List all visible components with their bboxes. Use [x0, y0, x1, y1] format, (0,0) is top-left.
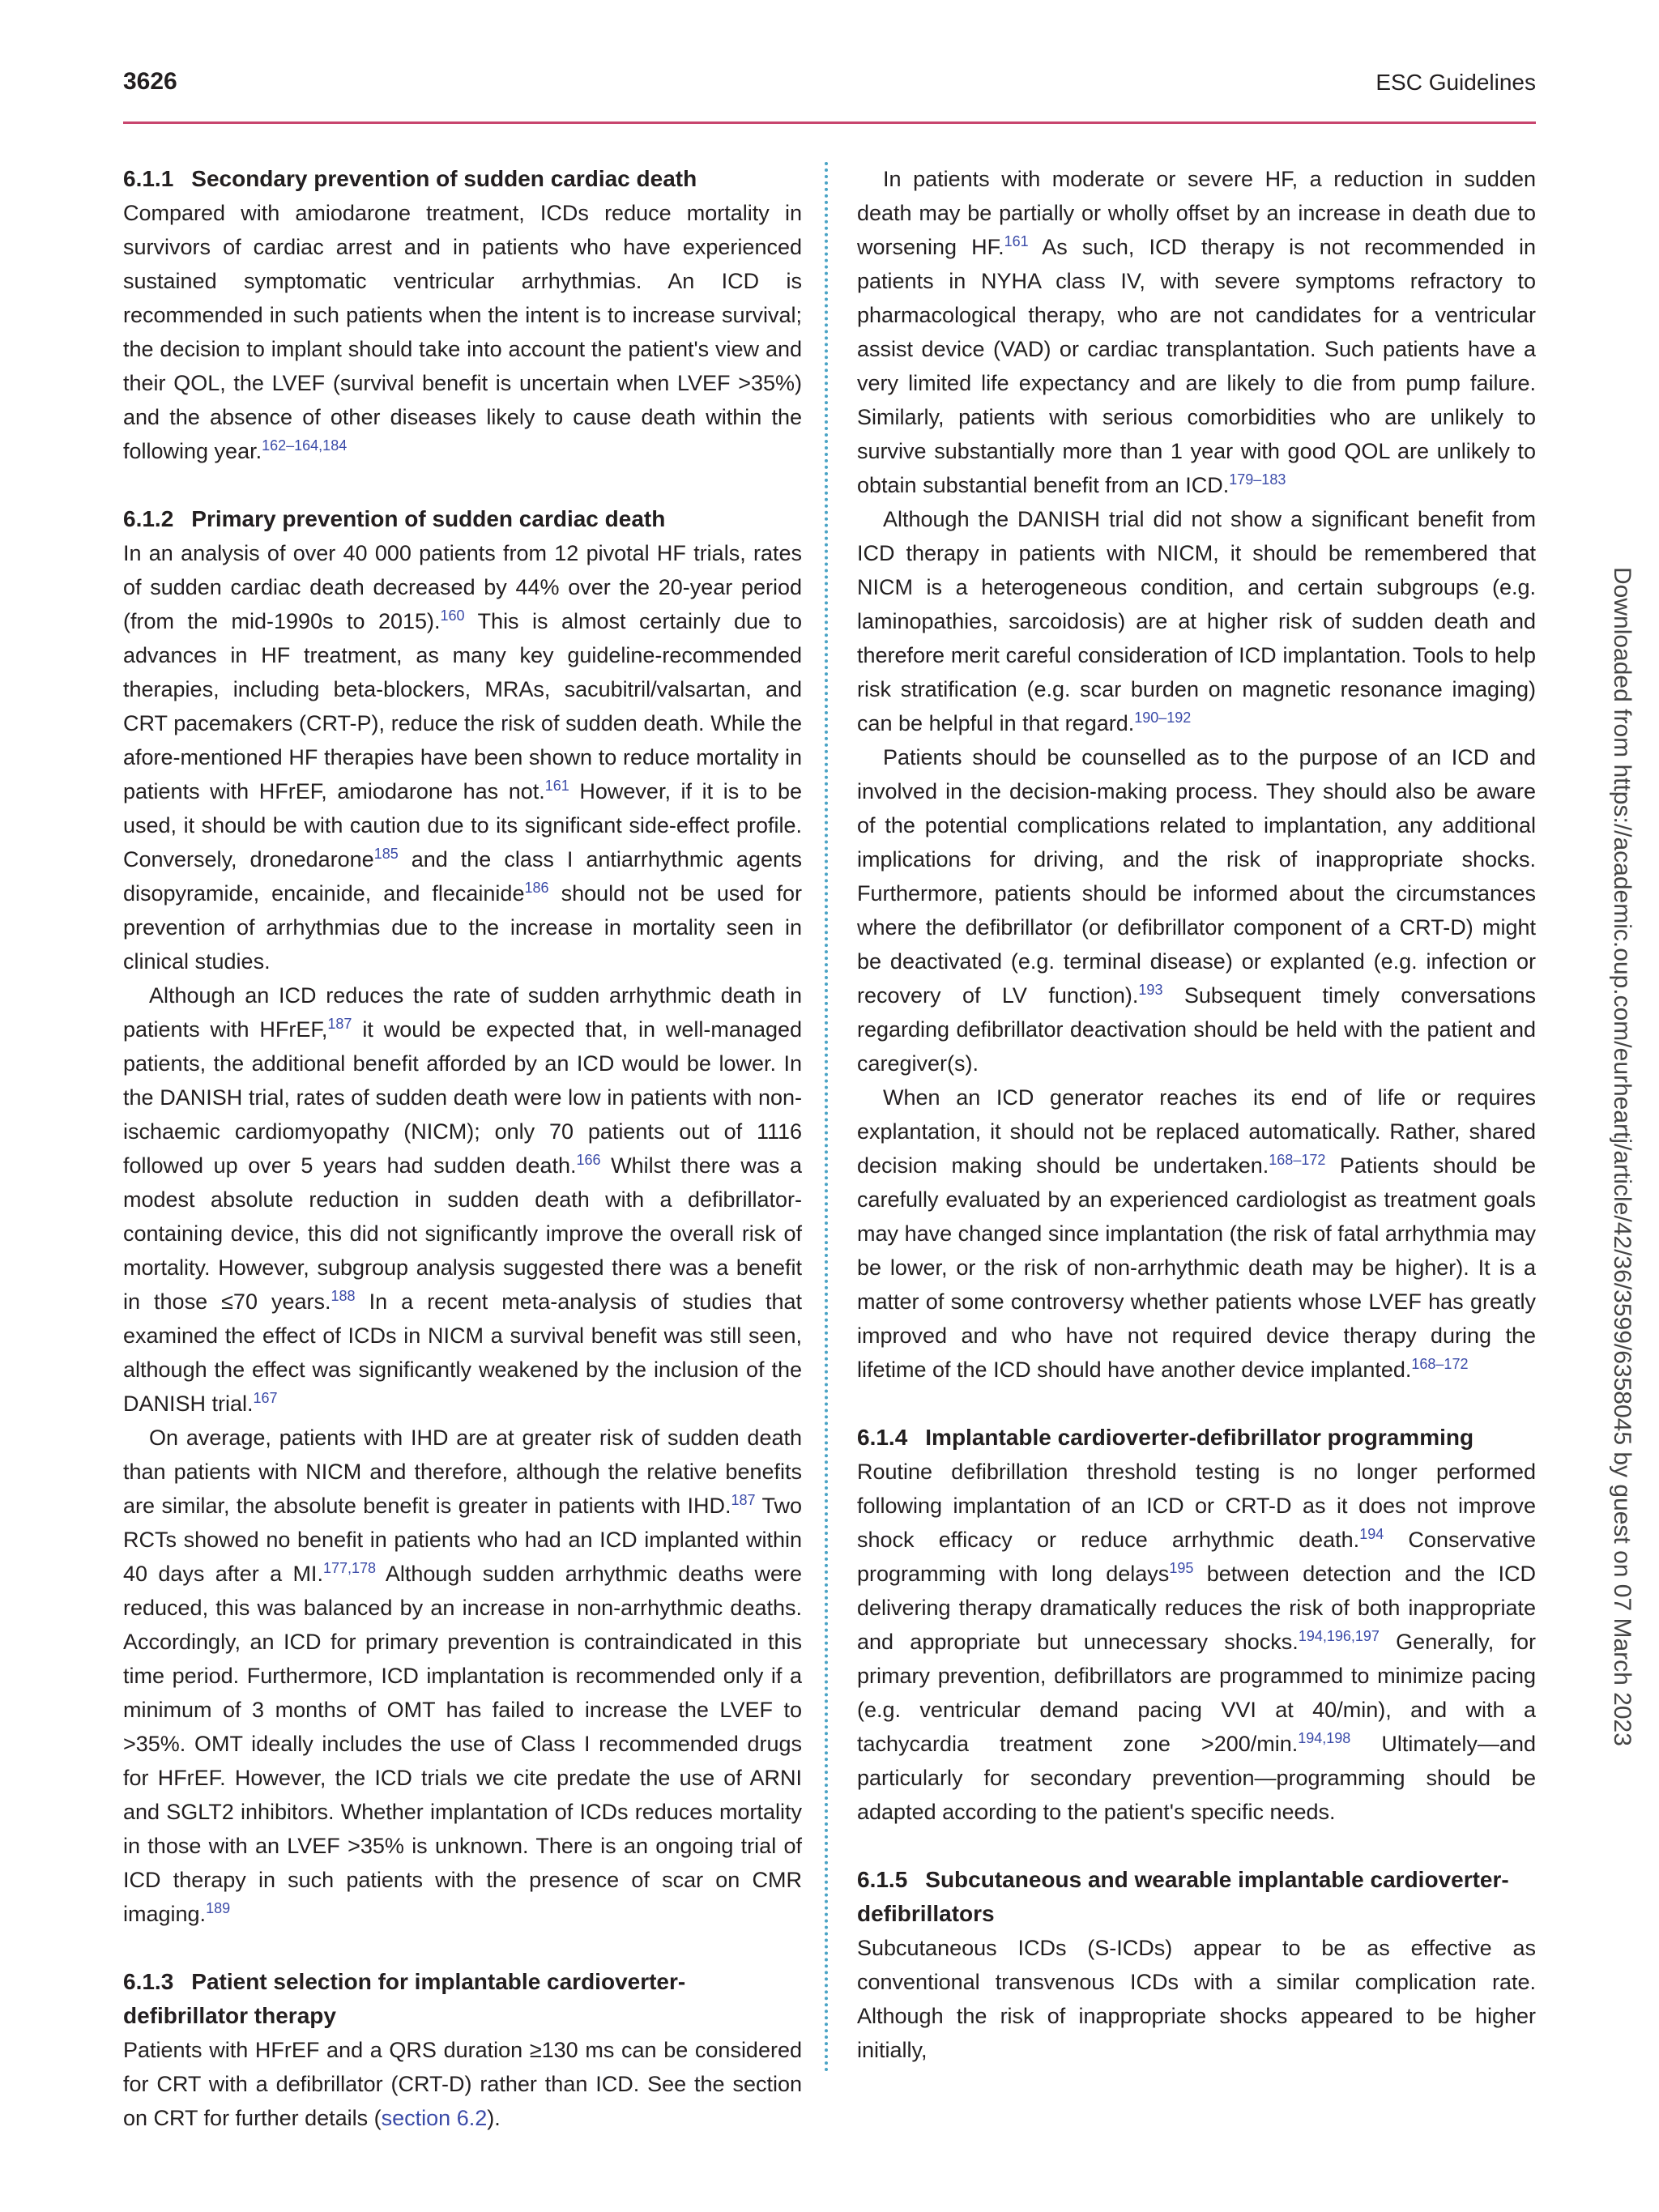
citation[interactable]: 161 — [544, 778, 569, 794]
citation[interactable]: 168–172 — [1269, 1152, 1326, 1168]
text: Generally, for primary prevention, defibrillators are programmed to minimize pacing (e.g. ventricular demand pacing VVI at 40/min), and with a tachycardia treatment zone >200/min. — [857, 1630, 1536, 1756]
text: As such, ICD therapy is not recommended in patients in NYHA class IV, with severe symptoms refractory to pharmacological therapy, who are not candidates for a ventricular assist device (VAD) or cardiac transplantation. Such patients have a very limited life expectancy and are likely to die from pump failure. Similarly, patients with serious comorbidities who are unlikely to survive substantially more than 1 year with good QOL are unlikely to obtain substantial benefit from an ICD. — [857, 235, 1536, 497]
paragraph — [857, 502, 1536, 740]
text: Whilst there was a modest absolute reduction in sudden death with a defibrillator-containing device, this did not significantly improve the overall risk of mortality. However, subgroup analysis suggested there was a benefit in those ≤70 years. — [123, 1153, 802, 1314]
section-title: Primary prevention of sudden cardiac death — [191, 506, 666, 531]
citation[interactable]: 194 — [1359, 1526, 1384, 1542]
paragraph — [857, 1455, 1536, 1829]
citation[interactable]: 185 — [373, 846, 399, 862]
text: Patients should be counselled as to the purpose of an ICD and involved in the decision-making process. They should also be aware of the potential complications related to implantation, any additional implications for driving, and the risk of inappropriate shocks. Furthermore, patients should be informed about the circumstances where the defibrillator (or defibrillator component of a CRT-D) might be deactivated (e.g. terminal disease) or explanted (e.g. infection or recovery of LV function). — [857, 745, 1536, 1008]
citation[interactable]: 193 — [1138, 982, 1163, 998]
paragraph — [123, 196, 802, 468]
text: Subcutaneous ICDs (S-ICDs) appear to be as effective as conventional transvenous ICDs with a similar complication rate. Although the risk of inappropriate shocks appeared to be higher initially, — [857, 1936, 1536, 2062]
section-link[interactable]: section 6.2 — [381, 2106, 488, 2130]
section-title: Implantable cardioverter-defibrillator programming — [925, 1425, 1474, 1450]
section-number: 6.1.3 — [123, 1969, 174, 1994]
section-heading-6-1-3 — [123, 1965, 802, 2033]
citation[interactable]: 187 — [731, 1492, 756, 1508]
text: In patients with moderate or severe HF, a reduction in sudden death may be partially or wholly offset by an increase in death due to worsening HF. — [857, 167, 1536, 259]
paragraph — [857, 162, 1536, 502]
section-number: 6.1.1 — [123, 166, 174, 191]
section-heading-6-1-1 — [123, 162, 802, 196]
section-number: 6.1.4 — [857, 1425, 908, 1450]
download-watermark: Downloaded from https://academic.oup.com/eurheartj/article/42/36/3599/6358045 by guest on 07 March 2023 — [1609, 567, 1636, 1746]
text: it would be expected that, in well-managed patients, the additional benefit afforded by an ICD would be lower. In the DANISH trial, rates of sudden death were low in patients with non-ischaemic cardiomyopathy (NICM); only 70 patients out of 1116 followed up over 5 years had sudden death. — [123, 1017, 803, 1178]
text: between detection and the ICD delivering therapy dramatically reduces the risk of both inappropriate and appropriate but unnecessary shocks. — [857, 1562, 1536, 1654]
section-title: Subcutaneous and wearable implantable cardioverter-defibrillators — [857, 1867, 1509, 1926]
text: Patients should be carefully evaluated by an experienced cardiologist as treatment goals may have changed since implantation (the risk of fatal arrhythmia may be lower, or the risk of non-arrhythmic death may be higher). It is a matter of some controversy whether patients whose LVEF has greatly improved and who have not required device therapy during the lifetime of the ICD should have another device implanted. — [857, 1153, 1536, 1382]
paragraph — [123, 1421, 802, 1931]
section-title: Secondary prevention of sudden cardiac death — [191, 166, 697, 191]
text: This is almost certainly due to advances in HF treatment, as many key guideline-recommended therapies, including beta-blockers, MRAs, sacubitril/valsartan, and CRT pacemakers (CRT-P), reduce the risk of sudden death. While the afore-mentioned HF therapies have been shown to reduce mortality in patients with HFrEF, amiodarone has not. — [123, 609, 803, 803]
text: Routine defibrillation threshold testing is no longer performed following implantation of an ICD or CRT-D as it does not improve shock efficacy or reduce arrhythmic death. — [857, 1460, 1536, 1552]
header-rule — [123, 121, 1536, 124]
paragraph — [857, 1931, 1536, 2067]
page-header — [123, 68, 1536, 109]
text: Although the DANISH trial did not show a significant benefit from ICD therapy in patients with NICM, it should be remembered that NICM is a heterogeneous condition, and certain subgroups (e.g. laminopathies, sarcoidosis) are at higher risk of sudden death and therefore merit careful consideration of ICD implantation. Tools to help risk stratification (e.g. scar burden on magnetic resonance imaging) can be helpful in that regard. — [857, 507, 1536, 735]
section-title: Patient selection for implantable cardioverter-defibrillator therapy — [123, 1969, 686, 2028]
text: should not be used for prevention of arrhythmias due to the increase in mortality seen in clinical studies. — [123, 881, 802, 974]
left-column — [123, 162, 802, 2135]
right-column — [857, 162, 1536, 2067]
paragraph — [857, 1080, 1536, 1387]
section-heading-6-1-2 — [123, 502, 802, 536]
citation[interactable]: 166 — [576, 1152, 601, 1168]
text: Two RCTs showed no benefit in patients who had an ICD implanted within 40 days after a MI. — [123, 1494, 802, 1586]
text: Ultimately—and particularly for secondary prevention—programming should be adapted according to the patient's specific needs. — [857, 1732, 1536, 1824]
column-divider — [825, 162, 828, 2073]
section-heading-6-1-4 — [857, 1421, 1536, 1455]
citation[interactable]: 160 — [440, 607, 465, 624]
text: In an analysis of over 40 000 patients from 12 pivotal HF trials, rates of sudden cardiac death decreased by 44% over the 20-year period (from the mid-1990s to 2015). — [123, 541, 802, 633]
text: ). — [487, 2106, 501, 2130]
citation[interactable]: 194,198 — [1298, 1730, 1351, 1746]
text: On average, patients with IHD are at greater risk of sudden death than patients with NICM and therefore, although the relative benefits are similar, the absolute benefit is greater in patients with IHD. — [123, 1426, 802, 1518]
running-title: ESC Guidelines — [1375, 70, 1536, 95]
page-number: 3626 — [123, 68, 177, 95]
citation[interactable]: 188 — [331, 1288, 356, 1304]
citation[interactable]: 177,178 — [322, 1560, 377, 1576]
paragraph — [857, 740, 1536, 1080]
section-heading-6-1-5 — [857, 1863, 1536, 1931]
citation[interactable]: 187 — [327, 1016, 352, 1032]
citation[interactable]: 162–164,184 — [262, 437, 348, 454]
citation[interactable]: 189 — [206, 1900, 231, 1916]
section-number: 6.1.5 — [857, 1867, 908, 1892]
citation[interactable]: 168–172 — [1411, 1356, 1469, 1372]
text: Although sudden arrhythmic deaths were reduced, this was balanced by an increase in non-arrhythmic deaths. Accordingly, an ICD for primary prevention is contraindicated in this time period. Furthermore, ICD implantation is recommended only if a minimum of 3 months of OMT has failed to increase the LVEF to >35%. OMT ideally includes the use of Class I recommended drugs for HFrEF. However, the ICD trials we cite predate the use of ARNI and SGLT2 inhibitors. Whether implantation of ICDs reduces mortality in those with an LVEF >35% is unknown. There is an ongoing trial of ICD therapy in such patients with the presence of scar on CMR imaging. — [123, 1562, 802, 1926]
section-number: 6.1.2 — [123, 506, 174, 531]
citation[interactable]: 186 — [524, 880, 549, 896]
text: In a recent meta-analysis of studies that examined the effect of ICDs in NICM a survival benefit was still seen, although the effect was significantly weakened by the inclusion of the DANISH trial. — [123, 1289, 803, 1416]
citation[interactable]: 195 — [1169, 1560, 1194, 1576]
paragraph — [123, 536, 802, 978]
text: Patients with HFrEF and a QRS duration ≥130 ms can be considered for CRT with a defibrillator (CRT-D) rather than ICD. See the section on CRT for further details ( — [123, 2038, 802, 2130]
text: Subsequent timely conversations regarding defibrillator deactivation should be held with the patient and caregiver(s). — [857, 983, 1536, 1076]
text: Although an ICD reduces the rate of sudden arrhythmic death in patients with HFrEF, — [123, 983, 802, 1042]
citation[interactable]: 167 — [253, 1390, 278, 1406]
text: and the class I antiarrhythmic agents disopyramide, encainide, and flecainide — [123, 847, 802, 906]
paragraph — [123, 978, 802, 1421]
text: However, if it is to be used, it should be with caution due to its significant side-effect profile. Conversely, dronedarone — [123, 779, 802, 872]
citation[interactable]: 179–183 — [1229, 471, 1286, 488]
text: Compared with amiodarone treatment, ICDs reduce mortality in survivors of cardiac arrest and in patients who have experienced sustained symptomatic ventricular arrhythmias. An ICD is recommended in such patients when the intent is to increase survival; the decision to implant should take into account the patient's view and their QOL, the LVEF (survival benefit is uncertain when LVEF >35%) and the absence of other diseases likely to cause death within the following year. — [123, 201, 802, 463]
citation[interactable]: 190–192 — [1134, 710, 1192, 726]
text: When an ICD generator reaches its end of life or requires explantation, it should not be replaced automatically. Rather, shared decision making should be undertaken. — [857, 1085, 1536, 1178]
citation[interactable]: 194,196,197 — [1298, 1628, 1380, 1644]
text: Conservative programming with long delays — [857, 1528, 1536, 1586]
citation[interactable]: 161 — [1004, 233, 1029, 249]
paragraph — [123, 2033, 802, 2135]
